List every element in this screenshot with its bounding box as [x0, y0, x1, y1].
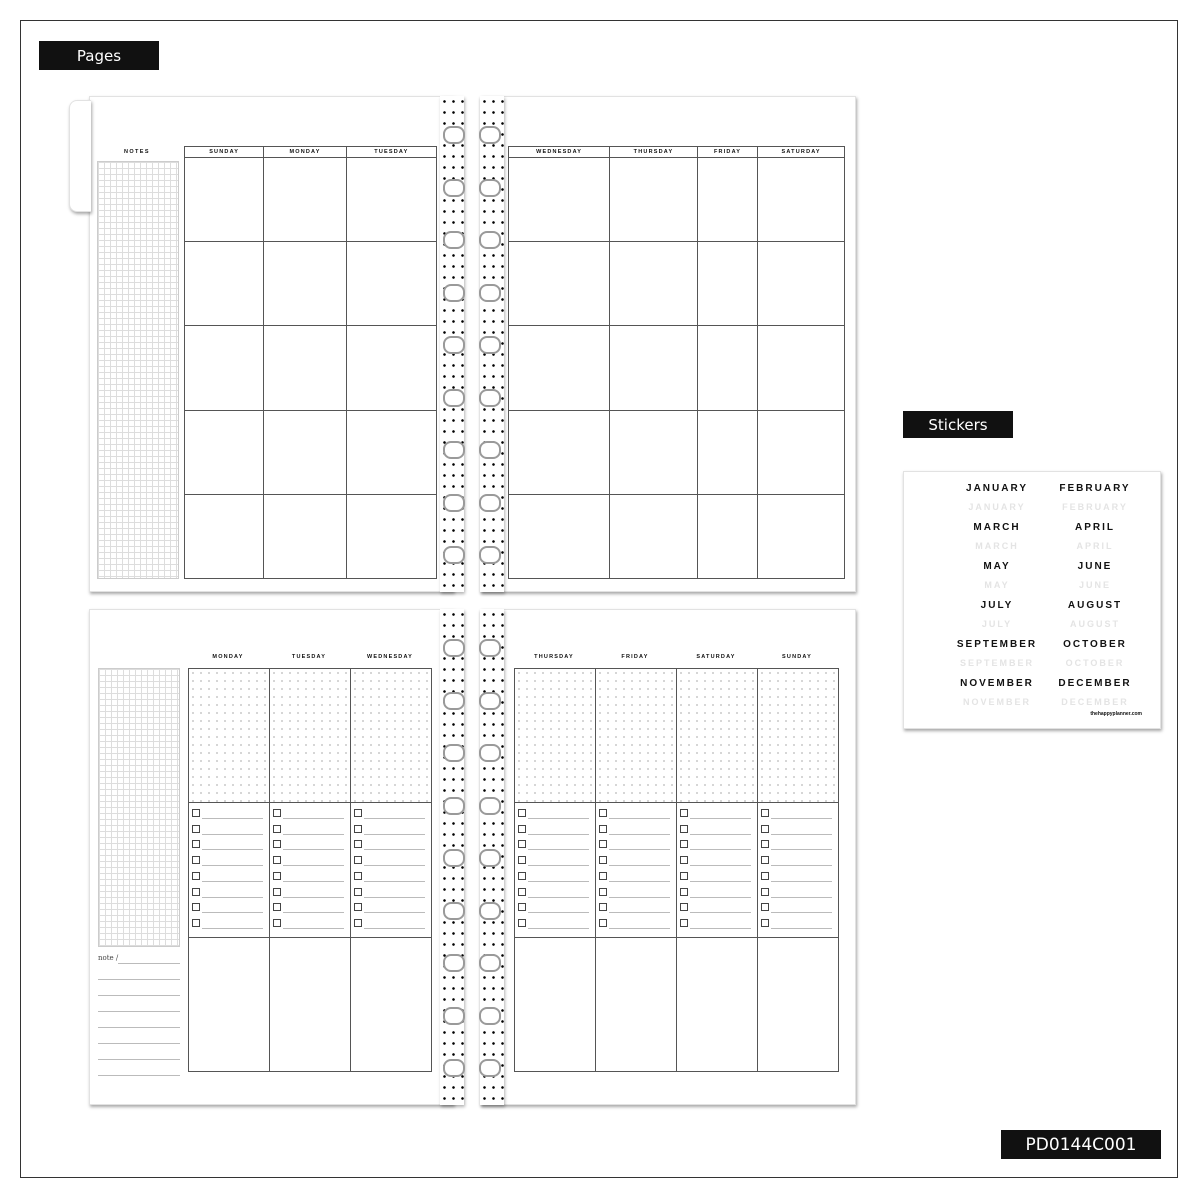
check-line: [690, 881, 751, 882]
binder-ring: [443, 336, 465, 354]
month-sticker: FEBRUARY: [1059, 483, 1131, 494]
day-header: TUESDAY: [291, 654, 327, 660]
checkbox[interactable]: [192, 919, 200, 927]
binder-ring: [443, 1059, 465, 1077]
binder-ring: [479, 1059, 501, 1077]
day-header: FRIDAY: [697, 147, 758, 158]
check-line: [283, 849, 344, 850]
binder-ring: [443, 849, 465, 867]
check-line: [771, 865, 832, 866]
checkbox[interactable]: [354, 809, 362, 817]
weekly-left-page: [89, 609, 454, 1105]
day-header: SATURDAY: [696, 654, 736, 660]
binder-ring: [443, 954, 465, 972]
checkbox[interactable]: [599, 840, 607, 848]
checkbox[interactable]: [599, 809, 607, 817]
check-line: [202, 881, 263, 882]
check-line: [202, 818, 263, 819]
weekly-right-page: [480, 609, 856, 1105]
notes-box: [514, 937, 596, 1072]
brand-url: thehappyplanner.com: [1090, 711, 1142, 717]
check-line: [364, 928, 425, 929]
binder-ring: [443, 902, 465, 920]
check-line: [690, 928, 751, 929]
day-header: WEDNESDAY: [509, 147, 610, 158]
month-sticker: APRIL: [1075, 522, 1115, 533]
binder-ring: [479, 954, 501, 972]
binder-ring: [443, 692, 465, 710]
check-line: [202, 928, 263, 929]
check-line: [609, 818, 670, 819]
month-sticker-ghost: MAY: [984, 580, 1010, 590]
binder-ring: [479, 849, 501, 867]
check-line: [364, 849, 425, 850]
month-sticker: DECEMBER: [1058, 678, 1132, 689]
binder-ring: [443, 179, 465, 197]
day-header: WEDNESDAY: [366, 654, 414, 660]
checklist-box: [188, 802, 270, 938]
month-sticker: SEPTEMBER: [956, 639, 1038, 650]
check-line: [283, 865, 344, 866]
binder-ring: [443, 744, 465, 762]
binder-ring: [479, 126, 501, 144]
notes-grid: [97, 161, 179, 579]
day-cell: [185, 494, 264, 578]
day-cell: [758, 326, 845, 410]
day-cell: [185, 158, 264, 242]
day-cell: [264, 158, 346, 242]
day-cell: [264, 494, 346, 578]
checkbox[interactable]: [192, 872, 200, 880]
day-header: SUNDAY: [782, 654, 812, 660]
notes-box: [676, 937, 758, 1072]
checklist-box: [676, 802, 758, 938]
checkbox[interactable]: [599, 825, 607, 833]
check-line: [202, 834, 263, 835]
dot-grid-box: [595, 668, 677, 803]
note-line: [98, 1027, 180, 1028]
check-line: [528, 834, 589, 835]
checkbox[interactable]: [599, 856, 607, 864]
day-cell: [264, 410, 346, 494]
checkbox[interactable]: [273, 919, 281, 927]
month-sticker: OCTOBER: [1063, 639, 1127, 650]
check-line: [690, 834, 751, 835]
month-sticker-ghost: JUNE: [1078, 580, 1111, 590]
month-sticker: NOVEMBER: [960, 678, 1034, 689]
monthly-left-calendar: [184, 146, 437, 579]
check-line: [283, 897, 344, 898]
sticker-sheet: [903, 471, 1161, 729]
check-line: [528, 865, 589, 866]
checkbox[interactable]: [354, 825, 362, 833]
binder-ring: [443, 389, 465, 407]
day-cell: [509, 410, 610, 494]
check-line: [609, 849, 670, 850]
note-line: [98, 1011, 180, 1012]
checkbox[interactable]: [518, 825, 526, 833]
check-line: [364, 865, 425, 866]
binder-ring: [443, 1007, 465, 1025]
day-cell: [610, 494, 697, 578]
checkbox[interactable]: [599, 919, 607, 927]
checkbox[interactable]: [761, 840, 769, 848]
check-line: [528, 897, 589, 898]
check-line: [609, 928, 670, 929]
day-header: MONDAY: [264, 147, 346, 158]
month-sticker: AUGUST: [1067, 600, 1123, 611]
note-line: [98, 979, 180, 980]
day-header: SATURDAY: [758, 147, 845, 158]
binder-ring: [443, 639, 465, 657]
monthly-right-page: [480, 96, 856, 592]
note-line: [98, 1059, 180, 1060]
day-cell: [346, 158, 436, 242]
day-cell: [346, 410, 436, 494]
day-cell: [697, 494, 758, 578]
checkbox[interactable]: [761, 872, 769, 880]
binder-ring: [479, 179, 501, 197]
month-sticker-ghost: JANUARY: [968, 502, 1026, 512]
check-line: [690, 897, 751, 898]
pages-label: Pages: [39, 41, 159, 70]
day-cell: [185, 242, 264, 326]
check-line: [364, 881, 425, 882]
dot-grid-box: [676, 668, 758, 803]
day-cell: [346, 494, 436, 578]
checkbox[interactable]: [680, 903, 688, 911]
check-line: [283, 834, 344, 835]
check-line: [202, 849, 263, 850]
dot-grid-box: [269, 668, 351, 803]
binder-ring: [479, 389, 501, 407]
binder-ring: [479, 284, 501, 302]
checkbox[interactable]: [680, 840, 688, 848]
dot-grid-box: [188, 668, 270, 803]
check-line: [771, 849, 832, 850]
binder-ring: [443, 441, 465, 459]
day-cell: [610, 242, 697, 326]
binder-ring: [479, 441, 501, 459]
month-sticker-ghost: MARCH: [975, 541, 1019, 551]
note-line: [118, 963, 180, 964]
check-line: [283, 912, 344, 913]
checkbox[interactable]: [273, 856, 281, 864]
checkbox[interactable]: [273, 809, 281, 817]
day-cell: [264, 242, 346, 326]
checkbox[interactable]: [273, 840, 281, 848]
day-cell: [697, 326, 758, 410]
month-sticker-ghost: OCTOBER: [1065, 658, 1125, 668]
check-line: [202, 865, 263, 866]
check-line: [771, 834, 832, 835]
month-sticker: JUNE: [1077, 561, 1113, 572]
day-cell: [758, 494, 845, 578]
check-line: [771, 912, 832, 913]
checkbox[interactable]: [680, 856, 688, 864]
checkbox[interactable]: [680, 825, 688, 833]
binder-ring: [443, 797, 465, 815]
check-line: [609, 912, 670, 913]
check-line: [771, 818, 832, 819]
check-line: [609, 897, 670, 898]
checkbox[interactable]: [680, 919, 688, 927]
checklist-box: [350, 802, 432, 938]
day-header: THURSDAY: [610, 147, 697, 158]
day-cell: [758, 242, 845, 326]
check-line: [364, 818, 425, 819]
monthly-right-calendar: [508, 146, 845, 579]
checkbox[interactable]: [761, 888, 769, 896]
checklist-box: [757, 802, 839, 938]
day-cell: [610, 158, 697, 242]
binder-ring: [479, 797, 501, 815]
checkbox[interactable]: [192, 809, 200, 817]
month-sticker-ghost: APRIL: [1076, 541, 1114, 551]
day-cell: [610, 326, 697, 410]
notes-title: NOTES: [124, 149, 150, 155]
check-line: [202, 912, 263, 913]
checkbox[interactable]: [354, 888, 362, 896]
note-line: [98, 995, 180, 996]
day-cell: [509, 158, 610, 242]
check-line: [609, 865, 670, 866]
checkbox[interactable]: [599, 872, 607, 880]
day-cell: [509, 242, 610, 326]
binder-ring: [443, 126, 465, 144]
binder-ring: [479, 902, 501, 920]
day-header: MONDAY: [212, 654, 244, 660]
check-line: [364, 897, 425, 898]
month-sticker-ghost: AUGUST: [1070, 619, 1120, 629]
checkbox[interactable]: [599, 888, 607, 896]
month-sticker: MARCH: [973, 522, 1021, 533]
binder-ring: [443, 231, 465, 249]
day-cell: [758, 410, 845, 494]
notes-box: [350, 937, 432, 1072]
checkbox[interactable]: [354, 919, 362, 927]
month-sticker-ghost: DECEMBER: [1061, 697, 1129, 707]
day-header: SUNDAY: [185, 147, 264, 158]
checkbox[interactable]: [273, 888, 281, 896]
check-line: [690, 849, 751, 850]
checkbox[interactable]: [273, 903, 281, 911]
binder-ring: [479, 1007, 501, 1025]
check-line: [364, 834, 425, 835]
checkbox[interactable]: [518, 840, 526, 848]
notes-box: [269, 937, 351, 1072]
checkbox[interactable]: [192, 903, 200, 911]
note-line: [98, 1043, 180, 1044]
binder-ring: [479, 336, 501, 354]
check-line: [528, 928, 589, 929]
check-line: [771, 881, 832, 882]
check-line: [528, 818, 589, 819]
month-sticker-ghost: NOVEMBER: [962, 697, 1031, 707]
checkbox[interactable]: [680, 872, 688, 880]
month-sticker-ghost: JULY: [981, 619, 1013, 629]
checkbox[interactable]: [680, 809, 688, 817]
check-line: [609, 881, 670, 882]
checklist-box: [595, 802, 677, 938]
checkbox[interactable]: [518, 888, 526, 896]
check-line: [690, 865, 751, 866]
note-label: note /: [98, 954, 119, 962]
notes-box: [757, 937, 839, 1072]
checkbox[interactable]: [192, 840, 200, 848]
month-sticker: JANUARY: [966, 483, 1028, 494]
check-line: [202, 897, 263, 898]
checkbox[interactable]: [354, 856, 362, 864]
day-cell: [185, 410, 264, 494]
day-cell: [697, 410, 758, 494]
checkbox[interactable]: [761, 856, 769, 864]
checkbox[interactable]: [599, 903, 607, 911]
dot-grid-box: [757, 668, 839, 803]
binder-ring: [479, 639, 501, 657]
checkbox[interactable]: [273, 872, 281, 880]
checkbox[interactable]: [761, 919, 769, 927]
checkbox[interactable]: [273, 825, 281, 833]
day-cell: [697, 242, 758, 326]
binder-ring: [443, 546, 465, 564]
binder-ring: [443, 494, 465, 512]
month-sticker: MAY: [983, 561, 1011, 572]
binder-ring: [479, 546, 501, 564]
checklist-box: [269, 802, 351, 938]
day-cell: [697, 158, 758, 242]
binder-ring: [443, 284, 465, 302]
checkbox[interactable]: [761, 825, 769, 833]
binder-ring: [479, 231, 501, 249]
checkbox[interactable]: [354, 903, 362, 911]
day-cell: [610, 410, 697, 494]
check-line: [528, 881, 589, 882]
check-line: [528, 849, 589, 850]
checkbox[interactable]: [518, 903, 526, 911]
tab[interactable]: [69, 100, 91, 212]
checkbox[interactable]: [192, 888, 200, 896]
checkbox[interactable]: [192, 856, 200, 864]
checkbox[interactable]: [761, 809, 769, 817]
note-line: [98, 1075, 180, 1076]
checkbox[interactable]: [518, 809, 526, 817]
day-header: FRIDAY: [621, 654, 649, 660]
weekly-notes-grid: [98, 668, 180, 947]
binder-ring: [479, 494, 501, 512]
checkbox[interactable]: [761, 903, 769, 911]
checkbox[interactable]: [192, 825, 200, 833]
day-cell: [264, 326, 346, 410]
check-line: [283, 818, 344, 819]
month-sticker-ghost: FEBRUARY: [1062, 502, 1128, 512]
notes-box: [595, 937, 677, 1072]
dot-grid-box: [350, 668, 432, 803]
binder-ring: [479, 744, 501, 762]
checkbox[interactable]: [680, 888, 688, 896]
check-line: [283, 928, 344, 929]
sku-label: PD0144C001: [1001, 1130, 1161, 1159]
stickers-label: Stickers: [903, 411, 1013, 438]
check-line: [364, 912, 425, 913]
day-cell: [758, 158, 845, 242]
check-line: [283, 881, 344, 882]
check-line: [609, 834, 670, 835]
check-line: [771, 897, 832, 898]
day-cell: [509, 326, 610, 410]
day-header: TUESDAY: [346, 147, 436, 158]
checkbox[interactable]: [518, 919, 526, 927]
checkbox[interactable]: [518, 872, 526, 880]
monthly-left-page: [89, 96, 454, 592]
notes-box: [188, 937, 270, 1072]
check-line: [528, 912, 589, 913]
day-cell: [509, 494, 610, 578]
checkbox[interactable]: [354, 872, 362, 880]
day-cell: [346, 242, 436, 326]
checkbox[interactable]: [518, 856, 526, 864]
day-header: THURSDAY: [534, 654, 574, 660]
check-line: [771, 928, 832, 929]
checklist-box: [514, 802, 596, 938]
month-sticker: JULY: [980, 600, 1014, 611]
check-line: [690, 818, 751, 819]
month-sticker-ghost: SEPTEMBER: [959, 658, 1034, 668]
check-line: [690, 912, 751, 913]
dot-grid-box: [514, 668, 596, 803]
day-cell: [346, 326, 436, 410]
day-cell: [185, 326, 264, 410]
checkbox[interactable]: [354, 840, 362, 848]
binder-ring: [479, 692, 501, 710]
